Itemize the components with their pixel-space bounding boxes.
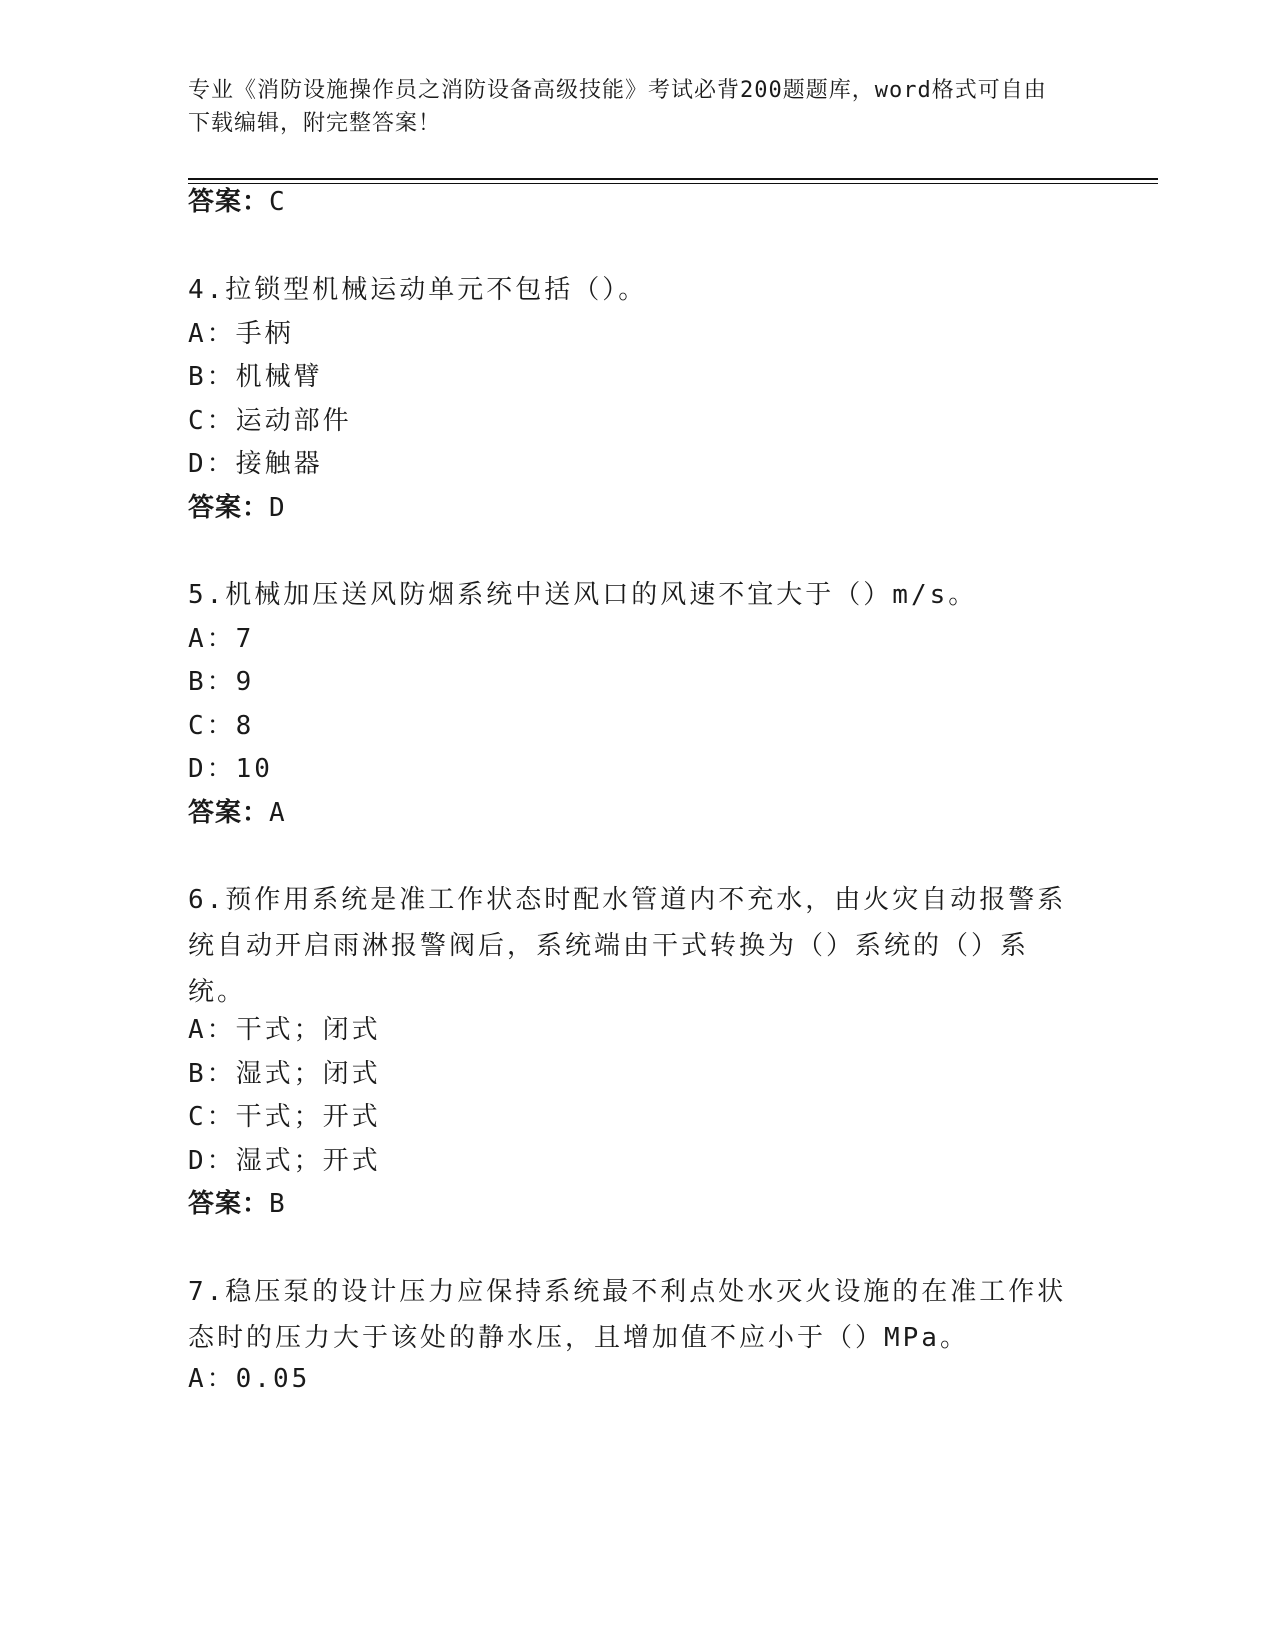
question-5-text: 5.机械加压送风防烟系统中送风口的风速不宜大于（）m/s。 (188, 580, 978, 610)
question-5-option-c: C：8 (188, 711, 255, 741)
answer-label: 答案： (188, 493, 270, 523)
header-divider-thick (188, 178, 1158, 180)
question-4-option-b: B：机械臂 (188, 362, 323, 392)
question-6-option-d: D：湿式；开式 (188, 1146, 381, 1176)
answer-label: 答案： (188, 1189, 270, 1219)
question-6-option-c: C：干式；开式 (188, 1102, 381, 1132)
question-6-option-b: B：湿式；闭式 (188, 1059, 381, 1089)
document-header: 专业《消防设施操作员之消防设备高级技能》考试必背200题题库，word格式可自由下载编辑，附完整答案！ (188, 78, 1047, 136)
question-6-option-a: A：干式；闭式 (188, 1015, 381, 1045)
answer-line-q5 (188, 796, 286, 830)
question-5-option-a: A：7 (188, 624, 255, 654)
question-6-text: 6.预作用系统是准工作状态时配水管道内不充水，由火灾自动报警系统自动开启雨淋报警阀后，系统端由干式转换为（）系统的（）系统。 (188, 885, 1067, 1007)
question-4-option-c: C：运动部件 (188, 406, 352, 436)
answer-line-q6 (188, 1187, 286, 1221)
answer-value: D (269, 493, 286, 523)
answer-line-q3 (188, 185, 286, 219)
answer-label: 答案： (188, 798, 270, 828)
answer-value: B (269, 1189, 286, 1219)
question-7-option-a: A：0.05 (188, 1364, 311, 1394)
answer-label: 答案： (188, 187, 270, 217)
question-5-option-b: B：9 (188, 667, 255, 697)
question-4-text: 4.拉锁型机械运动单元不包括（）。 (188, 275, 648, 305)
answer-value: A (269, 798, 286, 828)
question-4-option-a: A：手柄 (188, 319, 294, 349)
header-divider-thin (188, 183, 1158, 184)
question-5-option-d: D：10 (188, 754, 273, 784)
question-4-option-d: D：接触器 (188, 449, 323, 479)
answer-line-q4 (188, 491, 286, 525)
answer-value: C (269, 187, 286, 217)
question-7-text: 7.稳压泵的设计压力应保持系统最不利点处水灭火设施的在准工作状态时的压力大于该处的静水压，且增加值不应小于（）MPa。 (188, 1277, 1067, 1353)
